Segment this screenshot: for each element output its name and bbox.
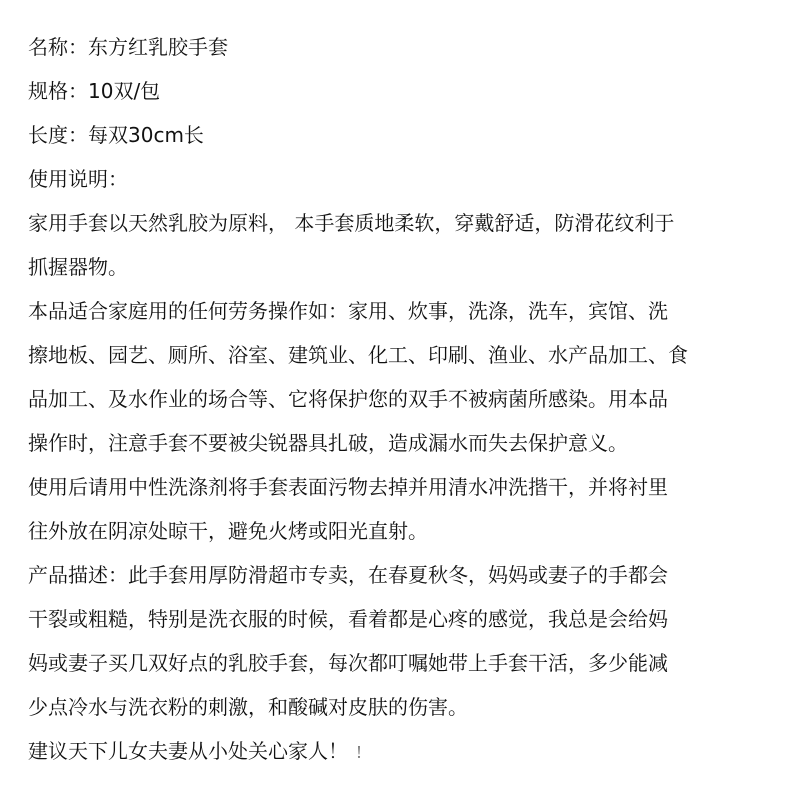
description-line-3: 妈或妻子买几双好点的乳胶手套，每次都叮嘱她带上手套干活，多少能减	[28, 651, 668, 675]
applications-line-4: 操作时，注意手套不要被尖锐器具扎破，造成漏水而失去保护意义。	[28, 431, 628, 455]
description-line-1: 产品描述：此手套用厚防滑超市专卖，在春夏秋冬，妈妈或妻子的手都会	[28, 563, 668, 587]
intro-line-1: 家用手套以天然乳胶为原料， 本手套质地柔软，穿戴舒适，防滑花纹利于	[28, 211, 675, 235]
usage-heading: 使用说明：	[28, 167, 128, 191]
care-line-1: 使用后请用中性洗涤剂将手套表面污物去掉并用清水冲洗揩干，并将衬里	[28, 475, 668, 499]
closing-line	[28, 730, 362, 773]
care-line-2: 往外放在阴凉处晾干，避免火烤或阳光直射。	[28, 519, 428, 543]
applications-line-3: 品加工、及水作业的场合等、它将保护您的双手不被病菌所感染。用本品	[28, 387, 668, 411]
closing-text: 建议天下儿女夫妻从小处关心家人！	[28, 739, 348, 763]
applications-line-2: 擦地板、园艺、厕所、浴室、建筑业、化工、印刷、渔业、水产品加工、食	[28, 343, 688, 367]
applications-line-1: 本品适合家庭用的任何劳务操作如：家用、炊事，洗涤，洗车，宾馆、洗	[28, 299, 668, 323]
product-spec-line: 规格：10双/包	[28, 79, 161, 103]
description-line-4: 少点冷水与洗衣粉的刺激，和酸碱对皮肤的伤害。	[28, 695, 468, 719]
description-line-2: 干裂或粗糙，特别是洗衣服的时候，看着都是心疼的感觉，我总是会给妈	[28, 607, 668, 631]
product-name-line: 名称：东方红乳胶手套	[28, 35, 228, 59]
intro-line-2: 抓握器物。	[28, 255, 128, 279]
closing-mark: !	[356, 742, 362, 762]
product-length-line: 长度：每双30cm长	[28, 123, 204, 147]
